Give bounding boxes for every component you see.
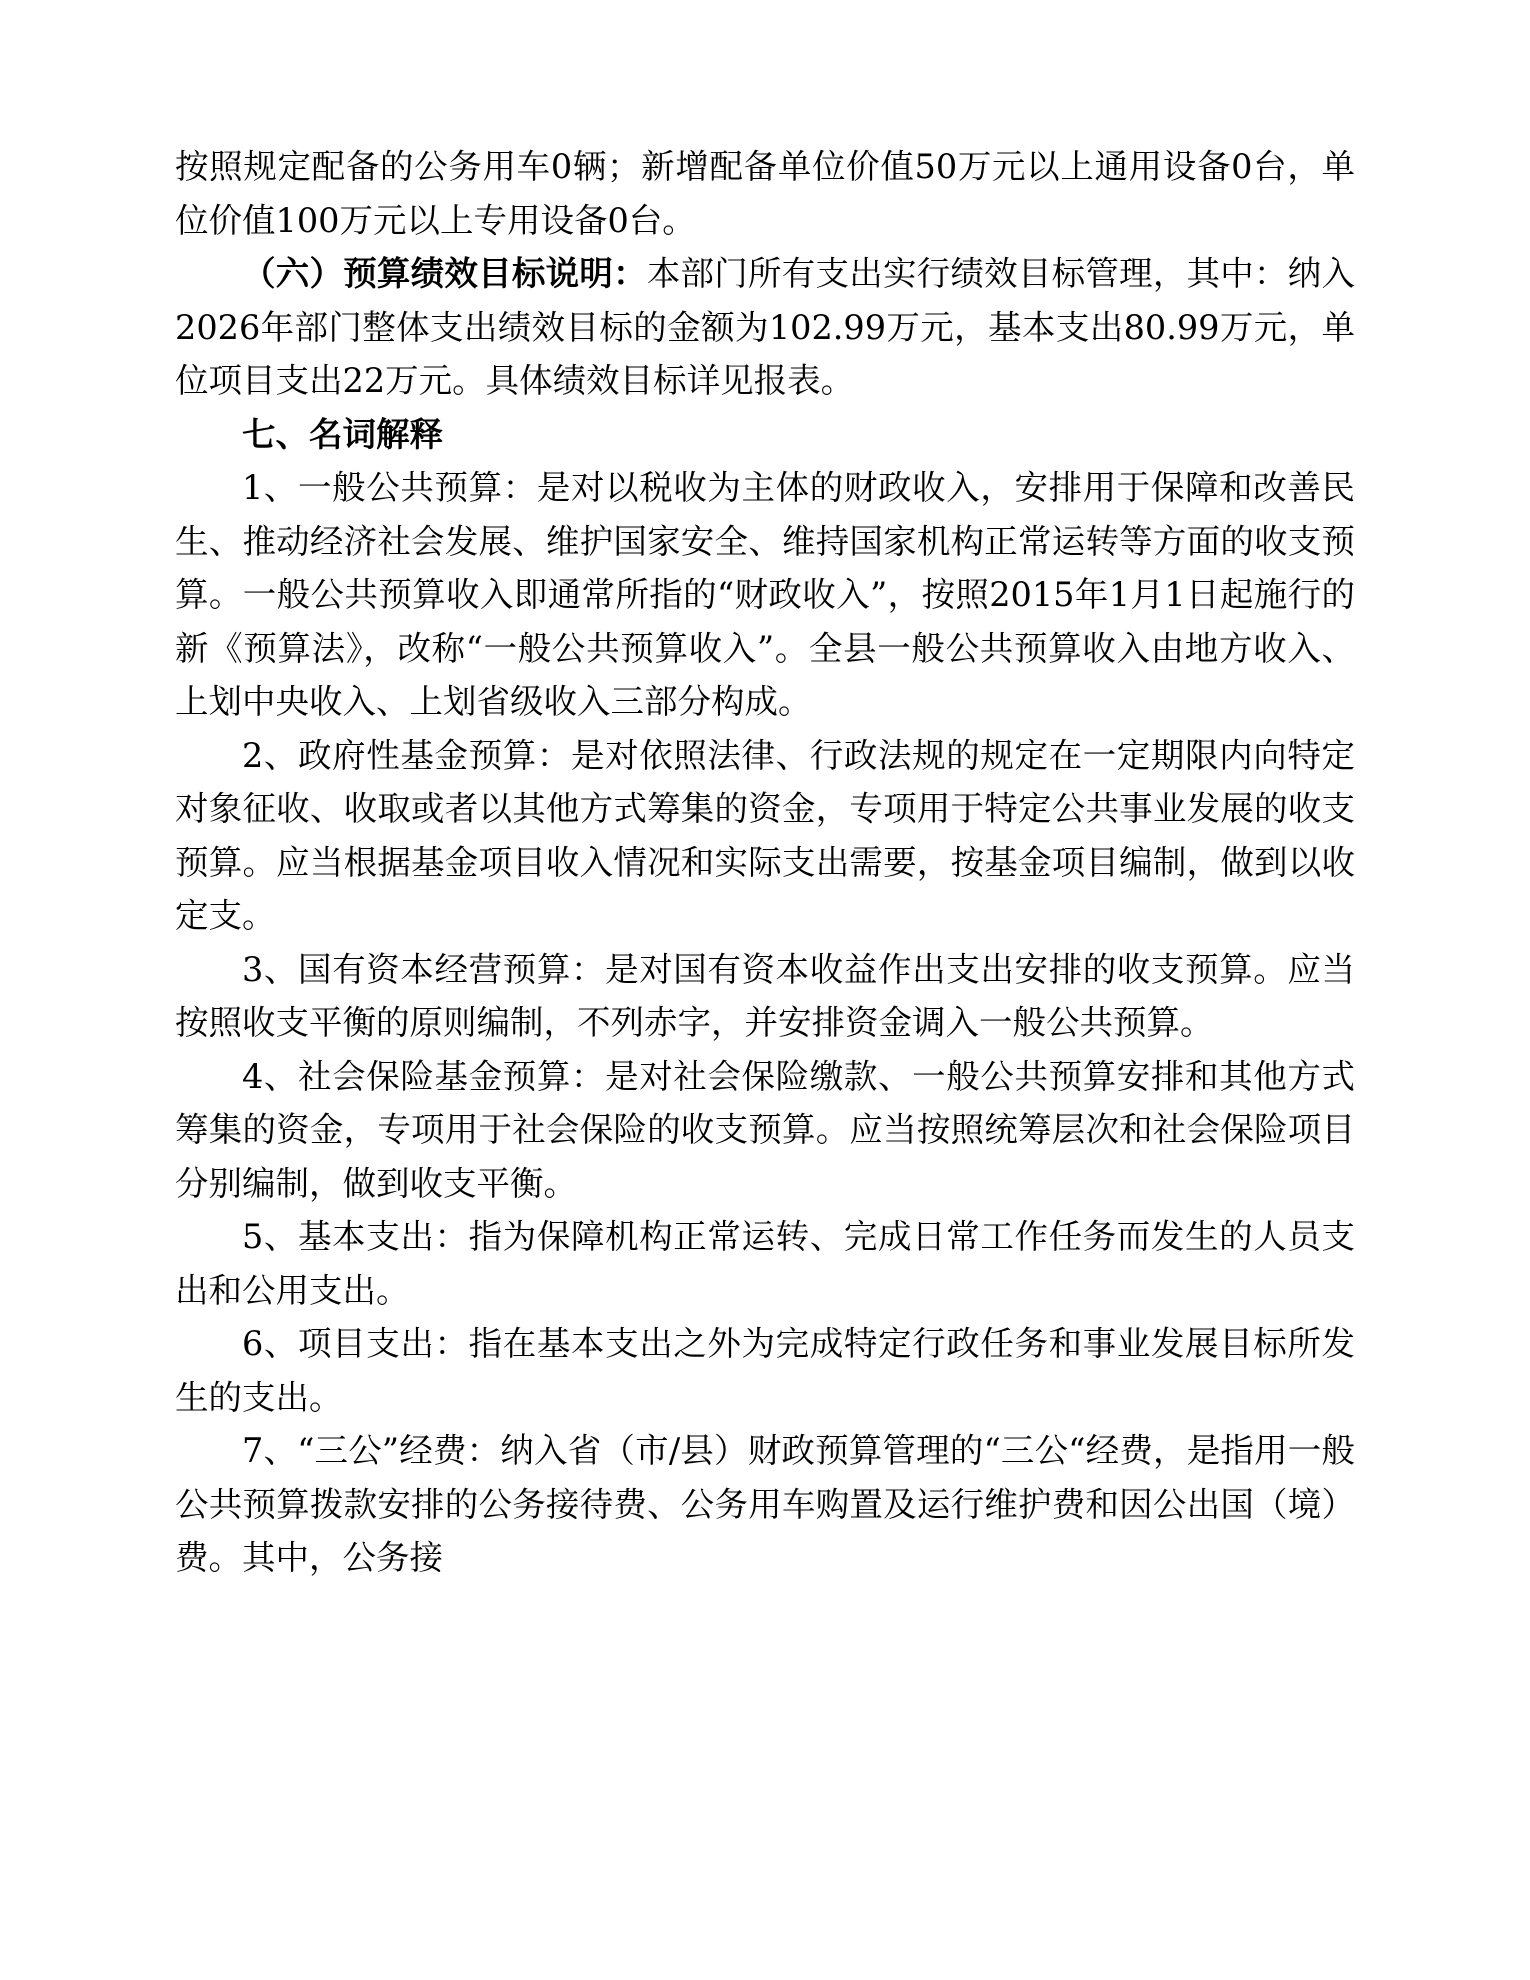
paragraph-term-2: 2、政府性基金预算：是对依照法律、行政法规的规定在一定期限内向特定对象征收、收取或者以其他方式筹集的资金，专项用于特定公共事业发展的收支预算。应当根据基金项目收入情况和实际支出需要，按基金项目编制，做到以收定支。 [175, 735, 1355, 935]
paragraph-term-7: 7、“三公”经费：纳入省（市/县）财政预算管理的“三公“经费，是指用一般公共预算拨款安排的公务接待费、公务用车购置及运行维护费和因公出国（境）费。其中，公务接 [175, 1431, 1355, 1577]
paragraph-term-3: 3、国有资本经营预算：是对国有资本收益作出支出安排的收支预算。应当按照收支平衡的原则编制，不列赤字，并安排资金调入一般公共预算。 [175, 949, 1355, 1042]
document-body [175, 140, 1355, 1585]
paragraph-term-5: 5、基本支出：指为保障机构正常运转、完成日常工作任务而发生的人员支出和公用支出。 [175, 1217, 1355, 1310]
paragraph-budget-performance [175, 247, 1355, 408]
paragraph-vehicles-equipment: 按照规定配备的公务用车0辆；新增配备单位价值50万元以上通用设备0台，单位价值100万元以上专用设备0台。 [175, 147, 1355, 240]
paragraph-budget-performance-text: 本部门所有支出实行绩效目标管理，其中：纳入2026年部门整体支出绩效目标的金额为102.99万元，基本支出80.99万元，单位项目支出22万元。具体绩效目标详见报表。 [175, 254, 1355, 400]
paragraph-term-6: 6、项目支出：指在基本支出之外为完成特定行政任务和事业发展目标所发生的支出。 [175, 1324, 1355, 1417]
paragraph-term-4: 4、社会保险基金预算：是对社会保险缴款、一般公共预算安排和其他方式筹集的资金，专项用于社会保险的收支预算。应当按照统筹层次和社会保险项目分别编制，做到收支平衡。 [175, 1056, 1355, 1203]
paragraph-budget-performance-lead: （六）预算绩效目标说明： [242, 254, 647, 293]
paragraph-term-1: 1、一般公共预算：是对以税收为主体的财政收入，安排用于保障和改善民生、推动经济社会发展、维护国家安全、维持国家机构正常运转等方面的收支预算。一般公共预算收入即通常所指的“财政收入”，按照2015年1月1日起施行的新《预算法》，改称“一般公共预算收入”。全县一般公共预算收入由地方收入、上划中央收入、上划省级收入三部分构成。 [175, 468, 1355, 721]
heading-terminology: 七、名词解释 [242, 414, 443, 454]
